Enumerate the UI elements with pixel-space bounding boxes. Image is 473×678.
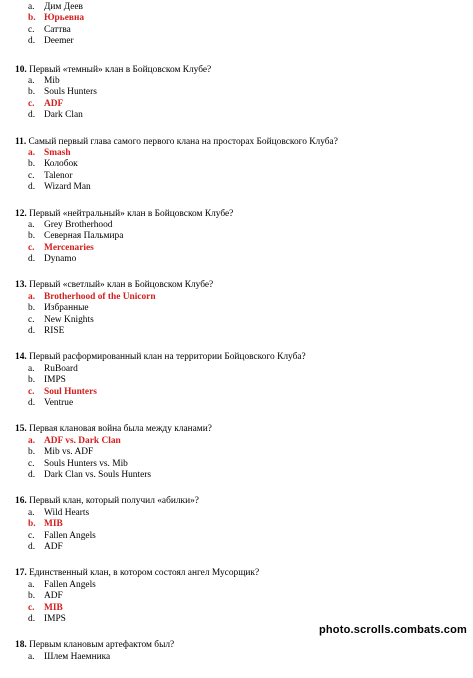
option-letter: b.	[28, 519, 36, 530]
option-letter: a.	[28, 219, 35, 230]
option-text: Dark Clan vs. Souls Hunters	[44, 469, 152, 480]
answer-option	[0, 326, 473, 337]
answer-option-correct	[0, 603, 473, 614]
option-text: Smash	[44, 147, 71, 158]
answer-option	[0, 25, 473, 36]
option-letter: c.	[28, 386, 35, 397]
option-letter: c.	[28, 170, 35, 181]
option-letter: a.	[28, 291, 36, 302]
option-text: Wild Hearts	[44, 507, 90, 518]
question-block	[0, 424, 473, 481]
question-text	[0, 137, 473, 148]
option-text: Mercenaries	[44, 242, 94, 253]
option-text: Brotherhood of the Unicorn	[44, 291, 156, 302]
option-text: Дим Деев	[44, 2, 83, 12]
option-letter: a.	[28, 579, 35, 590]
answer-option-correct	[0, 387, 473, 398]
option-letter: b.	[28, 591, 36, 602]
option-text: Fallen Angels	[44, 579, 96, 590]
option-letter: d.	[28, 182, 36, 193]
question-text	[0, 209, 473, 220]
option-text: ADF	[44, 541, 63, 552]
option-letter: d.	[28, 254, 36, 265]
question-number: 11.	[15, 136, 27, 147]
option-letter: a.	[28, 2, 35, 12]
question-block	[0, 65, 473, 122]
answer-option-correct	[0, 99, 473, 110]
question-text	[0, 568, 473, 579]
option-letter: d.	[28, 36, 36, 47]
option-text: Юрьевна	[44, 13, 85, 24]
answer-option	[0, 87, 473, 98]
answer-option	[0, 110, 473, 121]
option-letter: c.	[28, 24, 35, 35]
option-letter: b.	[28, 159, 36, 170]
option-letter: c.	[28, 98, 35, 109]
answer-option	[0, 159, 473, 170]
option-letter: c.	[28, 242, 35, 253]
question-number: 18.	[15, 640, 27, 651]
answer-option-correct	[0, 519, 473, 530]
question-number: 13.	[15, 280, 27, 291]
option-text: ADF	[44, 98, 64, 109]
question-block	[0, 209, 473, 266]
answer-option	[0, 531, 473, 542]
question-block	[0, 568, 473, 625]
question-label: Первый «светлый» клан в Бойцовском Клубе?	[29, 280, 214, 291]
option-letter: b.	[28, 303, 36, 314]
option-letter: a.	[28, 435, 36, 446]
option-text: Soul Hunters	[44, 386, 97, 397]
option-text: Souls Hunters	[44, 87, 97, 98]
option-text: Souls Hunters vs. Mib	[44, 458, 128, 469]
option-letter: d.	[28, 326, 36, 337]
option-text: MIB	[44, 519, 63, 530]
option-letter: b.	[28, 447, 36, 458]
option-text: ADF vs. Dark Clan	[44, 435, 121, 446]
question-block	[0, 640, 473, 663]
question-block-continued	[0, 2, 473, 48]
option-letter: d.	[28, 398, 36, 409]
question-label: Первый «темный» клан в Бойцовском Клубе?	[29, 64, 212, 75]
option-letter: a.	[28, 363, 35, 374]
option-letter: c.	[28, 530, 35, 541]
option-text: Избранные	[44, 303, 89, 314]
option-text: New Knights	[44, 314, 94, 325]
option-text: RISE	[44, 326, 65, 337]
answer-option	[0, 220, 473, 231]
answer-option	[0, 303, 473, 314]
question-label: Первый «нейтральный» клан в Бойцовском Клубе?	[29, 208, 234, 219]
question-text	[0, 496, 473, 507]
option-text: Колобок	[44, 159, 78, 170]
option-text: Grey Brotherhood	[44, 219, 113, 230]
option-text: Wizard Man	[44, 182, 91, 193]
answer-option-correct	[0, 243, 473, 254]
answer-option	[0, 459, 473, 470]
answer-option	[0, 364, 473, 375]
question-label: Первая клановая война была между кланами?	[29, 424, 212, 435]
option-letter: d.	[28, 469, 36, 480]
option-letter: b.	[28, 87, 36, 98]
option-letter: a.	[28, 651, 35, 662]
question-text	[0, 280, 473, 291]
answer-option	[0, 76, 473, 87]
answer-option-correct	[0, 292, 473, 303]
option-text: MIB	[44, 602, 63, 613]
question-block	[0, 280, 473, 337]
option-text: Северная Пальмира	[44, 231, 124, 242]
question-text	[0, 65, 473, 76]
option-text: Шлем Наемника	[44, 651, 111, 662]
question-block	[0, 496, 473, 553]
option-letter: c.	[28, 458, 35, 469]
option-letter: d.	[28, 110, 36, 121]
option-letter: b.	[28, 375, 36, 386]
question-label: Первый расформированный клан на территории Бойцовского Клуба?	[29, 352, 306, 363]
question-text	[0, 352, 473, 363]
question-number: 17.	[15, 568, 27, 579]
answer-option	[0, 398, 473, 409]
answer-option	[0, 182, 473, 193]
answer-option	[0, 254, 473, 265]
answer-option	[0, 470, 473, 481]
answer-option-correct	[0, 13, 473, 24]
option-text: Talenor	[44, 170, 73, 181]
question-label: Самый первый глава самого первого клана на просторах Бойцовского Клуба?	[28, 136, 338, 147]
question-text	[0, 424, 473, 435]
option-text: ADF	[44, 591, 63, 602]
question-block	[0, 137, 473, 194]
option-text: Deemer	[44, 36, 74, 47]
option-text: RuBoard	[44, 363, 78, 374]
option-text: Dynamo	[44, 254, 77, 265]
answer-option-correct	[0, 148, 473, 159]
question-label: Единственный клан, в котором состоял ангел Мусорщик?	[29, 568, 260, 579]
question-number: 10.	[15, 64, 27, 75]
question-number: 12.	[15, 208, 27, 219]
option-text: Mib vs. ADF	[44, 447, 94, 458]
option-letter: c.	[28, 602, 35, 613]
option-letter: a.	[28, 507, 35, 518]
option-text: IMPS	[44, 613, 66, 624]
option-text: Mib	[44, 75, 60, 86]
option-text: Dark Clan	[44, 110, 83, 121]
question-label: Первым клановым артефактом был?	[29, 640, 175, 651]
answer-option-correct	[0, 436, 473, 447]
answer-option	[0, 2, 473, 13]
answer-option	[0, 231, 473, 242]
option-letter: b.	[28, 13, 36, 24]
answer-option	[0, 591, 473, 602]
watermark: photo.scrolls.combats.com	[318, 624, 467, 636]
quiz-document	[0, 2, 473, 678]
answer-option	[0, 315, 473, 326]
option-letter: b.	[28, 231, 36, 242]
option-letter: c.	[28, 314, 35, 325]
question-number: 16.	[15, 496, 27, 507]
question-label: Первый клан, который получил «абилки»?	[29, 496, 199, 507]
answer-option	[0, 171, 473, 182]
answer-option	[0, 542, 473, 553]
option-text: Саттва	[44, 24, 71, 35]
question-block	[0, 352, 473, 409]
answer-option	[0, 375, 473, 386]
option-letter: a.	[28, 75, 35, 86]
question-text	[0, 640, 473, 651]
option-letter: a.	[28, 147, 36, 158]
answer-option	[0, 508, 473, 519]
answer-option	[0, 652, 473, 663]
option-text: IMPS	[44, 375, 66, 386]
option-letter: d.	[28, 541, 36, 552]
option-letter: d.	[28, 613, 36, 624]
option-text: Fallen Angels	[44, 530, 96, 541]
answer-option	[0, 36, 473, 47]
answer-option	[0, 447, 473, 458]
answer-option	[0, 580, 473, 591]
option-text: Ventrue	[44, 398, 74, 409]
question-number: 15.	[15, 424, 27, 435]
question-number: 14.	[15, 352, 27, 363]
